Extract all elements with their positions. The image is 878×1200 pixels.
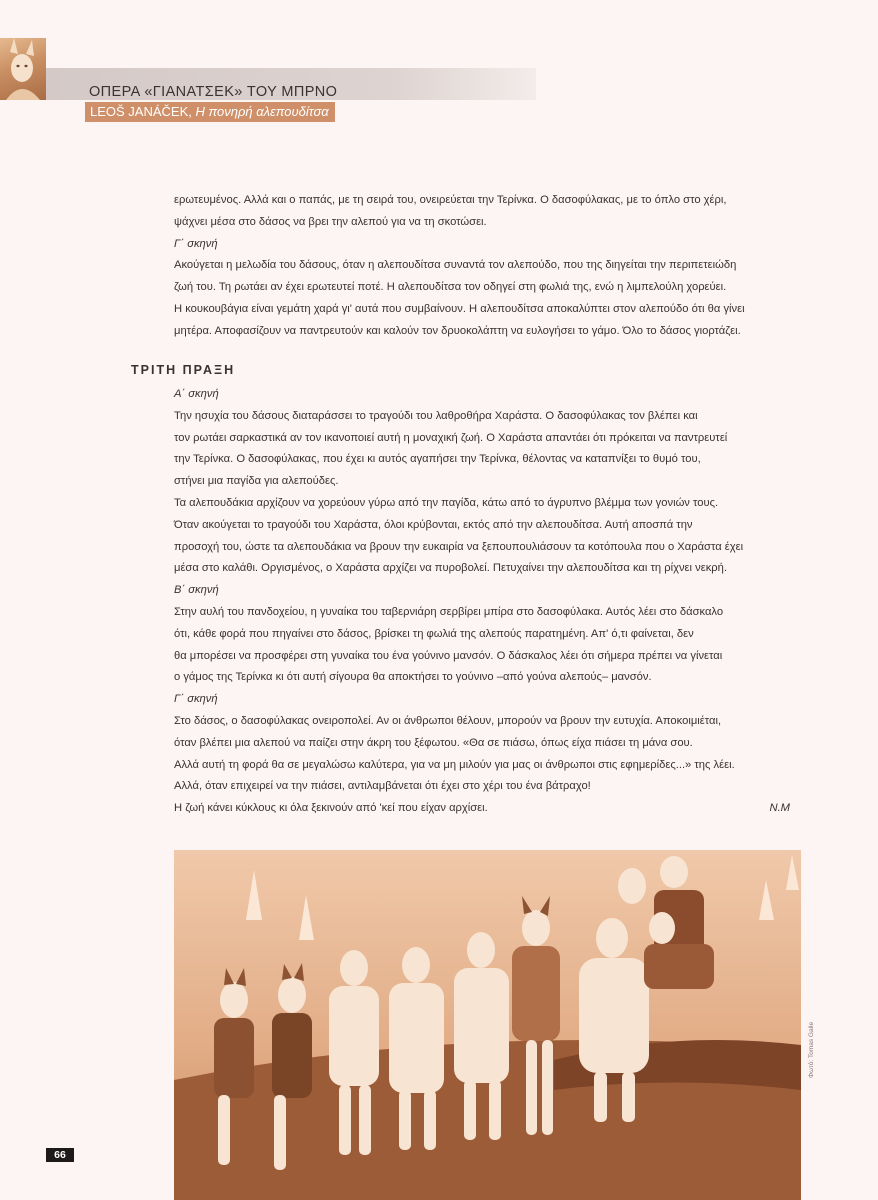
page-subtitle bbox=[85, 102, 335, 122]
text-line: Αλλά, όταν επιχειρεί να την πιάσει, αντιλαμβάνεται ότι έχει στο χέρι του ένα βάτραχο! bbox=[174, 780, 591, 793]
text-line: στήνει μια παγίδα για αλεπούδες. bbox=[174, 475, 339, 488]
subtitle-composer: LEOŠ JANÁČEK, bbox=[90, 104, 192, 119]
text-line: Την ησυχία του δάσους διαταράσσει το τραγούδι του λαθροθήρα Χαράστα. Ο δασοφύλακας τον βλέπει και bbox=[174, 409, 698, 422]
text-block-act2-end bbox=[174, 190, 800, 343]
corner-fox-photo bbox=[0, 38, 46, 100]
text-line: Ακούγεται η μελωδία του δάσους, όταν η αλεπουδίτσα συναντά τον αλεπούδο, που της διηγείται την περιπετειώδη bbox=[174, 259, 737, 272]
text-line: τον ρωτάει σαρκαστικά αν τον ικανοποιεί αυτή η μοναχική ζωή. Ο Χαράστα απαντάει ότι πρόκειται να παντρευτεί bbox=[174, 431, 728, 444]
stage-photo bbox=[174, 850, 801, 1200]
text-line: ο γάμος της Τερίνκα κι ότι αυτή σίγουρα θα αποκτήσει το γούνινο –από γούνα αλεπούς– μανσόν. bbox=[174, 671, 652, 684]
section-heading: ΤΡΙΤΗ ΠΡΑΞΗ bbox=[131, 363, 236, 377]
text-line: Η ζωή κάνει κύκλους κι όλα ξεκινούν από 'κεί που είχαν αρχίσει. bbox=[174, 802, 488, 815]
text-line: Τα αλεπουδάκια αρχίζουν να χορεύουν γύρω από την παγίδα, κάτω από το άγρυπνο βλέμμα των γονιών τους. bbox=[174, 496, 719, 509]
text-line: ότι, κάθε φορά που πηγαίνει στο δάσος, βρίσκει τη φωλιά της αλεπούς παρατημένη. Απ' ό,τι φαίνεται, δεν bbox=[174, 627, 694, 640]
text-line: μητέρα. Αποφασίζουν να παντρευτούν και καλούν τον δρυοκολάπτη να ευλογήσει το γάμο. Όλο το δάσος γιορτάζει. bbox=[174, 324, 741, 337]
text-line: Η κουκουβάγια είναι γεμάτη χαρά γι' αυτά που συμβαίνουν. Η αλεπουδίτσα αποκαλύπτει στον αλεπούδο ότι θα γίνει bbox=[174, 302, 745, 315]
text-line: προσοχή του, ώστε τα αλεπουδάκια να βρουν την ευκαιρία να ξεπουπουλιάσουν τα κοτόπουλα που ο Χαράστα έχει bbox=[174, 540, 744, 553]
closing-line bbox=[174, 798, 800, 820]
text-line: Όταν ακούγεται το τραγούδι του Χαράστα, όλοι κρύβονται, εκτός από την αλεπουδίτσα. Αυτή αποσπά την bbox=[174, 518, 693, 531]
text-line: ψάχνει μέσα στο δάσος να βρει την αλεπού για να τη σκοτώσει. bbox=[174, 215, 487, 228]
scene-heading: Β΄ σκηνή bbox=[174, 584, 219, 597]
page-number: 66 bbox=[46, 1148, 74, 1162]
text-line: θα μπορέσει να προσφέρει στη γυναίκα του ένα γούνινο μανσόν. Ο δάσκαλος λέει ότι σήμερα πρέπει να γίνεται bbox=[174, 649, 723, 662]
text-block-act3 bbox=[174, 384, 800, 820]
scene-heading: Γ΄ σκηνή bbox=[174, 237, 218, 250]
scene-heading: Α΄ σκηνή bbox=[174, 388, 219, 400]
text-line: όταν βλέπει μια αλεπού να παίζει στην άκρη του ξέφωτου. «Θα σε πιάσω, όπως είχα πιάσει τη μάνα σου. bbox=[174, 736, 693, 749]
page-title: ΟΠΕΡΑ «ΓΙΑΝΑΤΣΕΚ» ΤΟΥ ΜΠΡΝΟ bbox=[89, 84, 338, 100]
subtitle-opera: Η πονηρή αλεπουδίτσα bbox=[195, 104, 329, 119]
text-line: ζωή του. Τη ρωτάει αν έχει ερωτευτεί ποτέ. Η αλεπουδίτσα τον οδηγεί στη φωλιά της, ενώ η λιμπελούλη χορεύει. bbox=[174, 281, 727, 294]
photo-credit: Φωτό: Tomas Galle bbox=[808, 1021, 815, 1078]
text-line: ερωτευμένος. Αλλά και ο παπάς, με τη σειρά του, ονειρεύεται την Τερίνκα. Ο δασοφύλακας, με το όπλο στο χέρι, bbox=[174, 194, 727, 206]
text-line: Στο δάσος, ο δασοφύλακας ονειροπολεί. Αν οι άνθρωποι θέλουν, μπορούν να βρουν την ευτυχία. Αποκοιμιέται, bbox=[174, 714, 722, 727]
author-initials: Ν.Μ bbox=[769, 802, 790, 815]
text-line: μέσα στο καλάθι. Οργισμένος, ο Χαράστα αρχίζει να πυροβολεί. Πετυχαίνει την αλεπουδίτσα και τη ρίχνει νεκρή. bbox=[174, 562, 727, 575]
text-line: την Τερίνκα. Ο δασοφύλακας, που έχει κι αυτός αγαπήσει την Τερίνκα, θέλοντας να καταπνίξει το θυμό του, bbox=[174, 453, 701, 466]
scene-heading: Γ΄ σκηνή bbox=[174, 693, 218, 706]
text-line: Αλλά αυτή τη φορά θα σε μεγαλώσω καλύτερα, για να μη μιλούν για μας οι άνθρωποι στις εφημερίδες...» της λέει. bbox=[174, 758, 735, 771]
text-line: Στην αυλή του πανδοχείου, η γυναίκα του ταβερνιάρη σερβίρει μπίρα στο δασοφύλακα. Αυτός λέει στο δάσκαλο bbox=[174, 605, 724, 618]
